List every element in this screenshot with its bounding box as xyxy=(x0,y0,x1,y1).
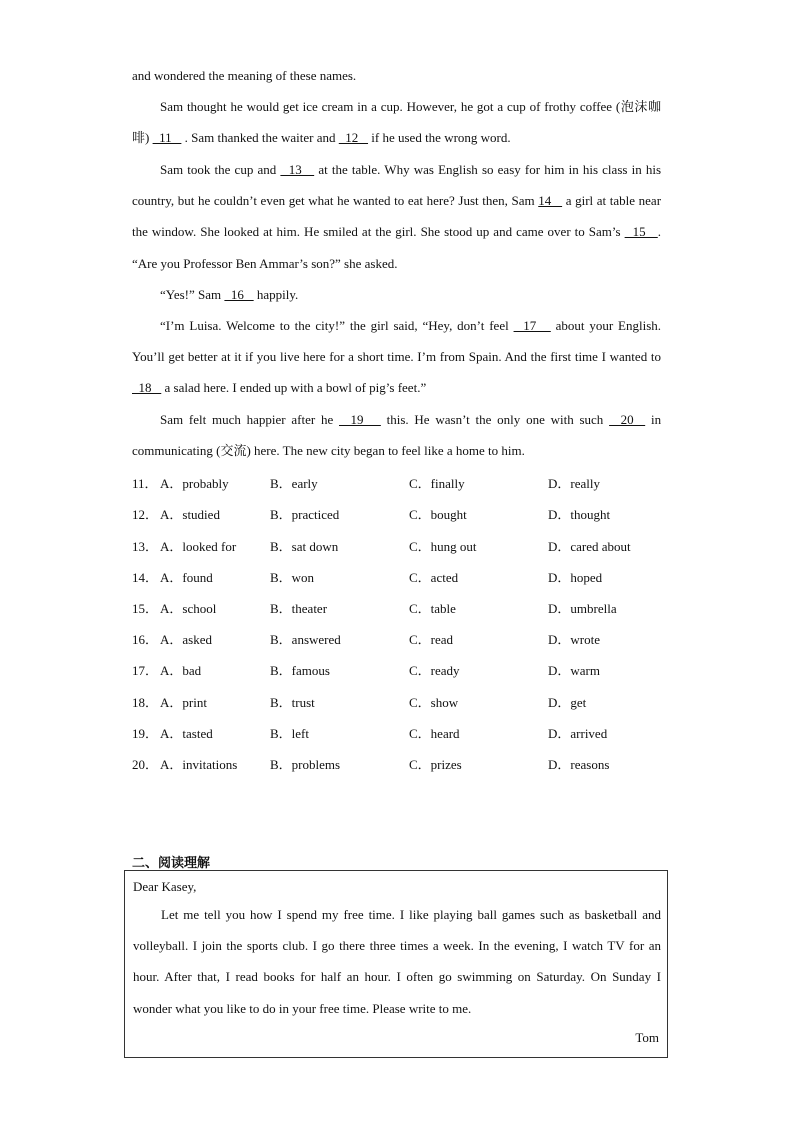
passage-text: Sam felt much happier after he xyxy=(160,412,334,427)
option-a[interactable]: A．tasted xyxy=(160,726,213,741)
section-title: 二、阅读理解 xyxy=(132,856,211,871)
option-row-14 xyxy=(132,567,692,587)
passage-text: Sam took the cup and xyxy=(160,162,277,177)
question-number: 13． xyxy=(132,539,159,554)
passage-text: . Sam thanked the waiter and xyxy=(184,130,336,146)
passage-text: happily. xyxy=(256,287,299,302)
option-row-16 xyxy=(132,629,692,649)
option-row-15 xyxy=(132,598,692,618)
option-b[interactable]: B．left xyxy=(270,726,309,741)
question-number: 17． xyxy=(132,663,159,678)
question-number: 18． xyxy=(132,695,159,710)
blank-12: 12 xyxy=(338,130,369,146)
question-number: 14． xyxy=(132,570,159,585)
passage-paragraph-5 xyxy=(132,404,661,466)
passage-paragraph-2 xyxy=(132,154,661,279)
option-a[interactable]: A．invitations xyxy=(160,757,238,772)
option-c[interactable]: C．finally xyxy=(409,476,465,491)
letter-greeting: Dear Kasey, xyxy=(133,879,197,894)
question-number: 20． xyxy=(132,757,159,772)
option-d[interactable]: D．hoped xyxy=(548,570,603,585)
option-a[interactable]: A．found xyxy=(160,570,213,585)
option-b[interactable]: B．trust xyxy=(270,695,315,710)
option-c[interactable]: C．ready xyxy=(409,663,460,678)
option-a[interactable]: A．looked for xyxy=(160,539,237,554)
passage-text: at the table. Why was English so easy for him in his class in his country, but he couldn’t even get what he wanted to eat here? Just then, Sam xyxy=(132,162,662,209)
passage-paragraph-0 xyxy=(132,60,661,91)
blank-11: 11 xyxy=(152,130,182,146)
passage-text: . “Are you Professor Ben Ammar’s son?” she asked. xyxy=(132,224,661,271)
question-number: 11． xyxy=(132,476,158,491)
option-b[interactable]: B．famous xyxy=(270,663,330,678)
passage-text: Sam thought he would get ice cream in a cup. However, he got a cup of frothy coffee (泡沫咖啡) xyxy=(132,99,661,146)
option-d[interactable]: D．warm xyxy=(548,663,600,678)
blank-18: 18 xyxy=(132,380,162,396)
option-d[interactable]: D．thought xyxy=(548,507,611,522)
option-row-20 xyxy=(132,754,692,774)
passage-text: if he used the wrong word. xyxy=(371,130,511,146)
option-row-18 xyxy=(132,692,692,712)
option-c[interactable]: C．acted xyxy=(409,570,459,585)
option-a[interactable]: A．school xyxy=(160,601,217,616)
blank-20: 20 xyxy=(609,412,646,427)
passage-text: this. He wasn’t the only one with such xyxy=(386,412,604,427)
passage-text: “I’m Luisa. Welcome to the city!” the girl said, “Hey, don’t feel xyxy=(160,318,509,333)
question-number: 19． xyxy=(132,726,159,741)
option-a[interactable]: A．studied xyxy=(160,507,220,522)
passage-text: a salad here. I ended up with a bowl of pig’s feet.” xyxy=(164,380,427,396)
option-a[interactable]: A．bad xyxy=(160,663,202,678)
option-d[interactable]: D．arrived xyxy=(548,726,608,741)
option-b[interactable]: B．won xyxy=(270,570,315,585)
passage-paragraph-4 xyxy=(132,310,661,404)
letter-box xyxy=(124,870,668,1058)
option-c[interactable]: C．read xyxy=(409,632,454,647)
option-a[interactable]: A．probably xyxy=(160,476,229,491)
option-b[interactable]: B．theater xyxy=(270,601,328,616)
blank-16: 16 xyxy=(224,287,254,302)
option-c[interactable]: C．heard xyxy=(409,726,460,741)
passage-text: a girl at table near the window. She looked at him. He smiled at the girl. She stood up and came over to Sam’s xyxy=(132,193,662,240)
option-b[interactable]: B．sat down xyxy=(270,539,339,554)
option-b[interactable]: B．answered xyxy=(270,632,341,647)
passage-paragraph-3 xyxy=(132,279,661,310)
option-row-11 xyxy=(132,473,692,493)
option-d[interactable]: D．really xyxy=(548,476,600,491)
option-d[interactable]: D．reasons xyxy=(548,757,610,772)
option-d[interactable]: D．cared about xyxy=(548,539,631,554)
option-c[interactable]: C．bought xyxy=(409,507,467,522)
option-b[interactable]: B．problems xyxy=(270,757,341,772)
option-b[interactable]: B．practiced xyxy=(270,507,340,522)
question-number: 16． xyxy=(132,632,159,647)
passage-paragraph-1 xyxy=(132,91,661,153)
blank-13: 13 xyxy=(280,162,315,177)
option-row-13 xyxy=(132,536,692,556)
option-a[interactable]: A．asked xyxy=(160,632,212,647)
blank-15: 15 xyxy=(624,224,658,240)
option-a[interactable]: A．print xyxy=(160,695,207,710)
option-c[interactable]: C．table xyxy=(409,601,456,616)
question-number: 15． xyxy=(132,601,159,616)
option-row-19 xyxy=(132,723,692,743)
blank-19: 19 xyxy=(339,412,381,427)
option-row-12 xyxy=(132,504,692,524)
passage-text: and wondered the meaning of these names. xyxy=(132,68,357,83)
option-d[interactable]: D．wrote xyxy=(548,632,600,647)
blank-17: 17 xyxy=(513,318,551,333)
blank-14: 14 xyxy=(538,193,563,209)
question-number: 12． xyxy=(132,507,159,522)
option-d[interactable]: D．get xyxy=(548,695,587,710)
passage-text: about your English. You’ll get better at it if you live here for a short time. I’m from Spain. And the first time I wanted to xyxy=(132,318,661,365)
option-c[interactable]: C．show xyxy=(409,695,459,710)
option-b[interactable]: B．early xyxy=(270,476,318,491)
letter-signature: Tom xyxy=(635,1030,659,1045)
letter-body: Let me tell you how I spend my free time. I like playing ball games such as basketball and volleyball. I join the sports club. I go there three times a week. In the evening, I watch TV for an hour. After that, I read books for half an hour. I often go swimming on Saturday. On Sunday I wonder what you like to do in your free time. Please write to me. xyxy=(133,907,661,1016)
option-d[interactable]: D．umbrella xyxy=(548,601,617,616)
option-row-17 xyxy=(132,660,692,680)
passage-text: in communicating (交流) here. The new city began to feel like a home to him. xyxy=(132,412,662,459)
option-c[interactable]: C．hung out xyxy=(409,539,477,554)
option-c[interactable]: C．prizes xyxy=(409,757,462,772)
passage-text: “Yes!” Sam xyxy=(160,287,222,302)
